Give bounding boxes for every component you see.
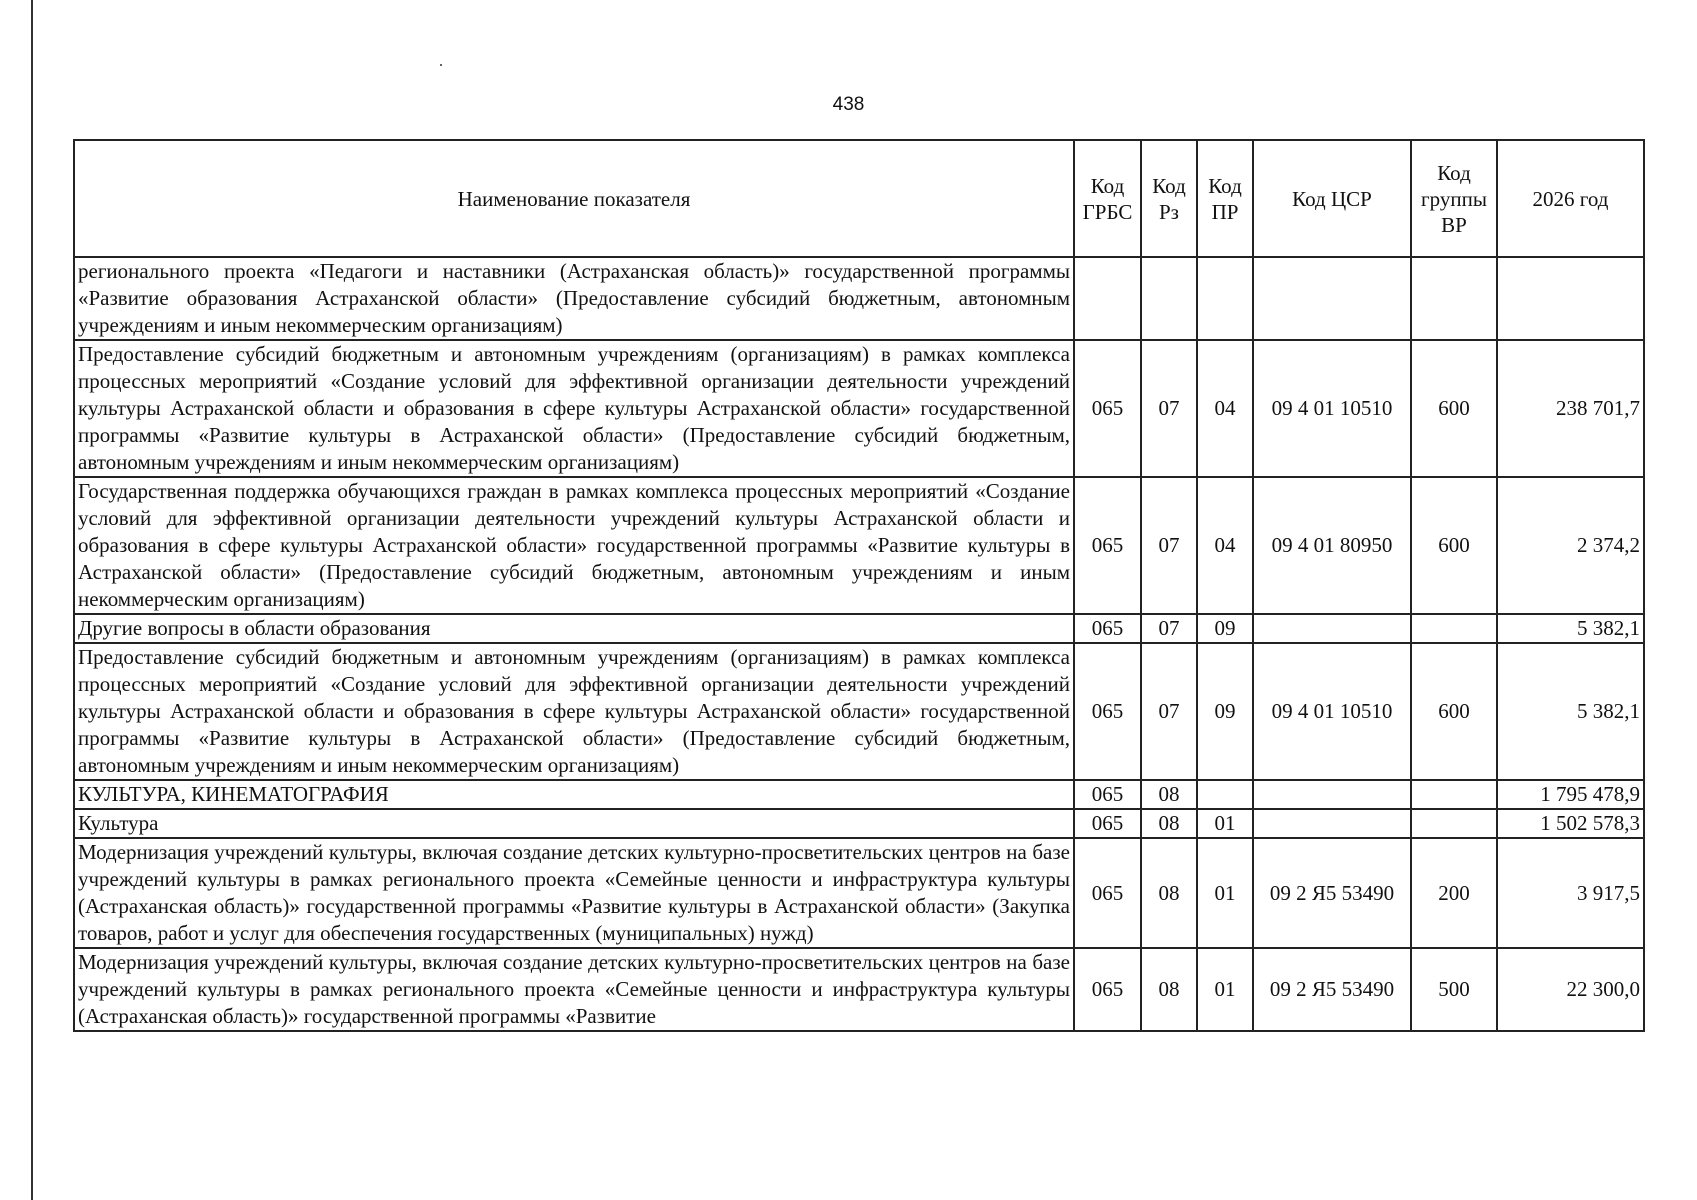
row-value: 1 795 478,9: [1497, 780, 1644, 809]
row-grbs: 065: [1074, 838, 1141, 948]
table-row: [74, 643, 1644, 780]
row-name: КУЛЬТУРА, КИНЕМАТОГРАФИЯ: [74, 780, 1074, 809]
row-grbs: [1074, 257, 1141, 340]
row-value: [1497, 257, 1644, 340]
row-vr: [1411, 257, 1497, 340]
scan-speck: [440, 64, 442, 66]
row-vr: [1411, 614, 1497, 643]
row-name: Предоставление субсидий бюджетным и автономным учреждениям (организациям) в рамках комплекса процессных мероприятий «Создание условий для эффективной организации деятельности учреждений культуры Астраханской области и образования в сфере культуры Астраханской области» государственной программы «Развитие культуры в Астраханской области» (Предоставление субсидий бюджетным, автономным учреждениям и иным некоммерческим организациям): [74, 643, 1074, 780]
row-value: 5 382,1: [1497, 614, 1644, 643]
row-csr: [1253, 614, 1411, 643]
table-row: [74, 477, 1644, 614]
col-header-csr: Код ЦСР: [1253, 140, 1411, 257]
row-rz: 08: [1141, 838, 1197, 948]
row-grbs: 065: [1074, 643, 1141, 780]
row-grbs: 065: [1074, 614, 1141, 643]
table-row: [74, 948, 1644, 1031]
table-row: [74, 780, 1644, 809]
row-pr: 04: [1197, 340, 1253, 477]
row-value: 5 382,1: [1497, 643, 1644, 780]
row-pr: 01: [1197, 809, 1253, 838]
row-rz: 07: [1141, 340, 1197, 477]
row-pr: 09: [1197, 643, 1253, 780]
row-value: 1 502 578,3: [1497, 809, 1644, 838]
row-grbs: 065: [1074, 948, 1141, 1031]
col-header-grbs: Код ГРБС: [1074, 140, 1141, 257]
row-vr: 500: [1411, 948, 1497, 1031]
row-name: Другие вопросы в области образования: [74, 614, 1074, 643]
table-row: [74, 257, 1644, 340]
row-name: Культура: [74, 809, 1074, 838]
row-name: Государственная поддержка обучающихся граждан в рамках комплекса процессных мероприятий «Создание условий для эффективной организации деятельности учреждений культуры Астраханской области и образования в сфере культуры Астраханской области» государственной программы «Развитие культуры в Астраханской области» (Предоставление субсидий бюджетным, автономным учреждениям и иным некоммерческим организациям): [74, 477, 1074, 614]
row-pr: 01: [1197, 948, 1253, 1031]
row-vr: [1411, 809, 1497, 838]
left-margin-rule: [31, 0, 33, 1200]
row-csr: 09 4 01 10510: [1253, 340, 1411, 477]
row-vr: 600: [1411, 643, 1497, 780]
row-rz: 08: [1141, 809, 1197, 838]
row-vr: [1411, 780, 1497, 809]
row-vr: 600: [1411, 340, 1497, 477]
col-header-name: Наименование показателя: [74, 140, 1074, 257]
row-value: 238 701,7: [1497, 340, 1644, 477]
row-csr: [1253, 257, 1411, 340]
budget-table: [73, 139, 1645, 1032]
row-grbs: 065: [1074, 477, 1141, 614]
row-csr: 09 4 01 10510: [1253, 643, 1411, 780]
row-value: 3 917,5: [1497, 838, 1644, 948]
page-number: 438: [832, 94, 865, 115]
table-row: [74, 838, 1644, 948]
row-rz: 07: [1141, 614, 1197, 643]
col-header-year: 2026 год: [1497, 140, 1644, 257]
row-vr: 600: [1411, 477, 1497, 614]
row-value: 2 374,2: [1497, 477, 1644, 614]
row-name: регионального проекта «Педагоги и наставники (Астраханская область)» государственной программы «Развитие образования Астраханской области» (Предоставление субсидий бюджетным, автономным учреждениям и иным некоммерческим организациям): [74, 257, 1074, 340]
table-row: [74, 614, 1644, 643]
row-vr: 200: [1411, 838, 1497, 948]
col-header-vr: Код группы ВР: [1411, 140, 1497, 257]
row-csr: 09 2 Я5 53490: [1253, 948, 1411, 1031]
row-pr: 04: [1197, 477, 1253, 614]
row-rz: 08: [1141, 780, 1197, 809]
row-csr: [1253, 780, 1411, 809]
row-pr: 09: [1197, 614, 1253, 643]
row-rz: [1141, 257, 1197, 340]
row-csr: [1253, 809, 1411, 838]
row-pr: [1197, 780, 1253, 809]
row-rz: 07: [1141, 477, 1197, 614]
header-row: [74, 140, 1644, 257]
row-csr: 09 2 Я5 53490: [1253, 838, 1411, 948]
row-grbs: 065: [1074, 780, 1141, 809]
row-pr: [1197, 257, 1253, 340]
col-header-pr: Код ПР: [1197, 140, 1253, 257]
col-header-rz: Код Рз: [1141, 140, 1197, 257]
table-row: [74, 809, 1644, 838]
table-row: [74, 340, 1644, 477]
row-grbs: 065: [1074, 340, 1141, 477]
row-grbs: 065: [1074, 809, 1141, 838]
row-name: Предоставление субсидий бюджетным и автономным учреждениям (организациям) в рамках комплекса процессных мероприятий «Создание условий для эффективной организации деятельности учреждений культуры Астраханской области и образования в сфере культуры Астраханской области» государственной программы «Развитие культуры в Астраханской области» (Предоставление субсидий бюджетным, автономным учреждениям и иным некоммерческим организациям): [74, 340, 1074, 477]
row-pr: 01: [1197, 838, 1253, 948]
row-rz: 08: [1141, 948, 1197, 1031]
row-name: Модернизация учреждений культуры, включая создание детских культурно-просветительских центров на базе учреждений культуры в рамках регионального проекта «Семейные ценности и инфраструктура культуры (Астраханская область)» государственной программы «Развитие: [78, 950, 1070, 1028]
row-csr: 09 4 01 80950: [1253, 477, 1411, 614]
row-value: 22 300,0: [1497, 948, 1644, 1031]
row-rz: 07: [1141, 643, 1197, 780]
row-name: Модернизация учреждений культуры, включая создание детских культурно-просветительских центров на базе учреждений культуры в рамках регионального проекта «Семейные ценности и инфраструктура культуры (Астраханская область)» государственной программы «Развитие культуры в Астраханской области» (Закупка товаров, работ и услуг для обеспечения государственных (муниципальных) нужд): [74, 838, 1074, 948]
row-name-cell: [74, 948, 1074, 1031]
